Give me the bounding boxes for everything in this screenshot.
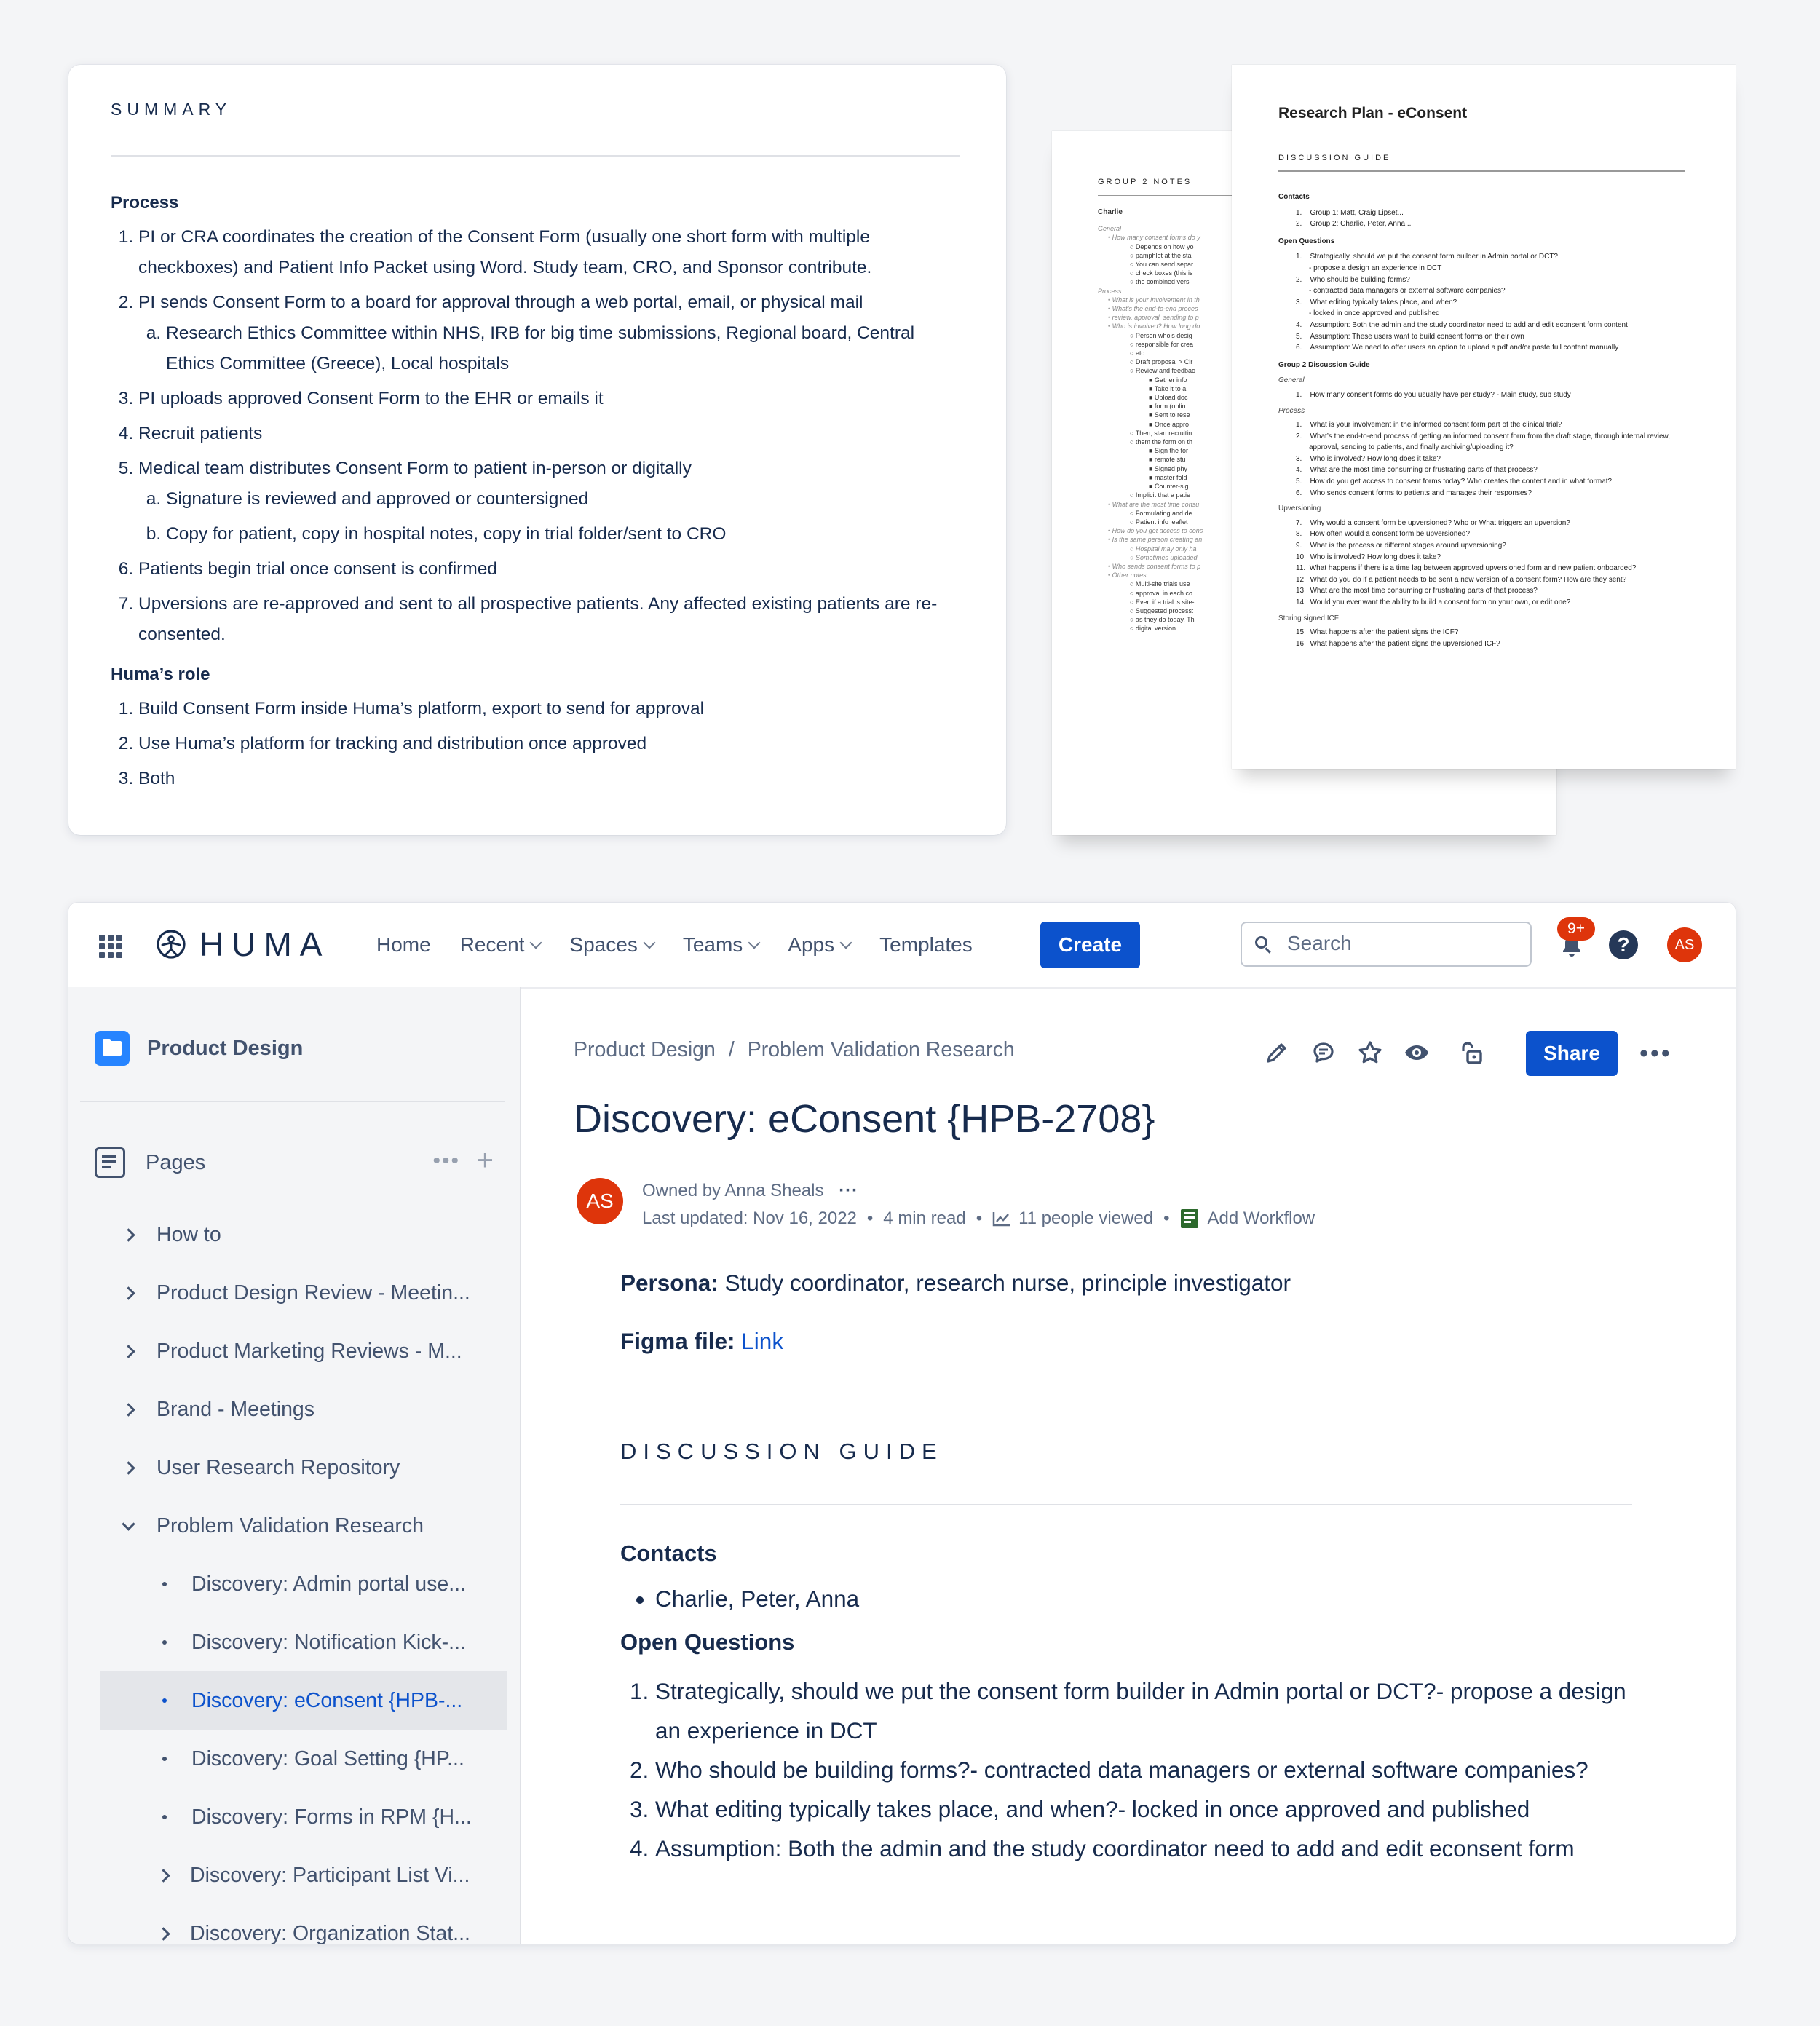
doc-title: Research Plan - eConsent [1278, 105, 1468, 122]
doc-heading: Open Questions [1278, 237, 1335, 245]
list-item: 5. Medical team distributes Consent Form to patient in-person or digitally a. Signature is reviewed and approved or countersigned b. Copy for patient, copy in hospital notes, copy in trial folder/sent to CRO [138, 454, 960, 550]
doc-line: 4. Assumption: Both the admin and the study coordinator need to add and edit econsent form content [1296, 320, 1628, 329]
note-line: ○ Depends on how yo [1130, 242, 1194, 250]
breadcrumb: Product Design / Problem Validation Research [574, 1038, 1015, 1061]
doc-line: 8. How often would a consent form be upversioned? [1296, 530, 1471, 539]
tree-item[interactable]: Problem Validation Research [68, 1497, 520, 1555]
chevron-down-icon [748, 937, 761, 949]
chevron-right-icon[interactable] [122, 1461, 135, 1474]
brand-name: HUMA [199, 925, 331, 963]
notification-badge[interactable]: 9+ [1557, 917, 1595, 941]
page-body [620, 1267, 1632, 1868]
note-line: • What’s the end-to-end proces [1108, 305, 1198, 313]
note-line: ○ You can send separ [1130, 261, 1194, 269]
edit-pencil-icon[interactable] [1262, 1038, 1291, 1067]
add-workflow-link[interactable]: Add Workflow [1207, 1208, 1315, 1228]
note-line: ○ them the form on th [1130, 438, 1192, 446]
role-heading: Huma’s role [111, 665, 210, 684]
confluence-window [68, 903, 1736, 1944]
huma-logo-icon [156, 929, 186, 959]
owner-name[interactable]: Owned by Anna Sheals [642, 1181, 824, 1200]
doc-body [1098, 208, 1233, 805]
tree-item[interactable]: Brand - Meetings [68, 1380, 520, 1439]
chevron-right-icon[interactable] [157, 1869, 170, 1882]
doc-line: 15. What happens after the patient signs the ICF? [1296, 628, 1459, 637]
note-line: • Is the same person creating an [1108, 536, 1203, 544]
star-icon[interactable] [1356, 1038, 1385, 1067]
list-item: 6. Patients begin trial once consent is confirmed [138, 554, 960, 585]
note-line: ■ Take it to a [1149, 384, 1187, 392]
note-line: ■ Once appro [1149, 420, 1189, 428]
page-metadata: Last updated: Nov 16, 2022 • 4 min read • 11 people viewed • Add Workflow [642, 1208, 1315, 1228]
list-item: 4. Recruit patients [138, 419, 960, 449]
app-switcher-icon[interactable] [99, 935, 122, 958]
note-line: • Other notes: [1108, 571, 1149, 579]
page-title: Discovery: eConsent {HPB-2708} [574, 1097, 1155, 1141]
notes-lines [1098, 224, 1233, 633]
summary-title: SUMMARY [111, 100, 232, 119]
note-line: ○ Hospital may only ha [1130, 545, 1197, 553]
note-line: • What is your involvement in th [1108, 296, 1200, 304]
note-line: ○ approval in each co [1130, 589, 1192, 597]
doc-line: 3. What editing typically takes place, and when? [1296, 298, 1457, 306]
bullet-icon [162, 1640, 167, 1645]
sidebar [68, 987, 521, 1944]
view-count[interactable]: 11 people viewed [1018, 1208, 1154, 1228]
note-line: ○ Formulating and de [1130, 509, 1192, 517]
nav-home[interactable]: Home [376, 933, 431, 956]
analytics-chart-icon [992, 1211, 1011, 1227]
note-line: ○ etc. [1130, 349, 1147, 357]
list-item: 1. Strategically, should we put the consent form builder in Admin portal or DCT?- propose a design an experience in DCT [655, 1671, 1632, 1750]
pages-icon [95, 1147, 125, 1178]
space-name: Product Design [147, 1036, 304, 1060]
note-line: ■ form (onlin [1149, 403, 1186, 411]
list-item: a. Research Ethics Committee within NHS, IRB for big time submissions, Regional board, Central Ethics Committee (Greece), Local hospitals [166, 318, 960, 379]
figma-link[interactable]: Link [741, 1328, 784, 1354]
tree-item[interactable]: Product Design Review - Meetin... [68, 1264, 520, 1322]
open-questions-heading: Open Questions [620, 1629, 795, 1655]
tree-item[interactable]: User Research Repository [68, 1439, 520, 1497]
note-line: ■ remote stu [1149, 456, 1186, 464]
tree-item[interactable]: Discovery: Forms in RPM {H... [68, 1788, 520, 1846]
divider [1278, 170, 1685, 172]
user-avatar[interactable]: AS [1667, 927, 1702, 962]
last-updated[interactable]: Last updated: Nov 16, 2022 [642, 1208, 857, 1228]
doc-line: 1. How many consent forms do you usually have per study? - Main study, sub study [1296, 390, 1571, 399]
primary-nav [376, 927, 1002, 962]
note-line: • How do you get access to cons [1108, 527, 1203, 535]
list-item: a. Signature is reviewed and approved or countersigned [166, 484, 960, 515]
doc-subheading: Storing signed ICF [1278, 614, 1339, 622]
page-tree [68, 1206, 520, 1944]
note-line: • What are the most time consu [1108, 500, 1200, 508]
nav-spaces[interactable]: Spaces [569, 927, 653, 962]
note-line: ○ pamphlet at the sta [1130, 251, 1192, 259]
doc-section-label: DISCUSSION GUIDE [1278, 154, 1391, 162]
note-line: ■ Counter-sig [1149, 483, 1189, 491]
figma-label: Figma file: [620, 1328, 735, 1354]
tree-item[interactable]: Discovery: Notification Kick-... [68, 1613, 520, 1671]
create-button[interactable]: Create [1040, 922, 1140, 968]
research-plan-document [1232, 65, 1736, 769]
breadcrumb-item[interactable]: Problem Validation Research [747, 1038, 1015, 1061]
note-line: ○ the combined versi [1130, 278, 1191, 286]
process-heading: Process [111, 193, 179, 213]
doc-line: 6. Assumption: We need to offer users an option to upload a pdf and/or paste full content manually [1296, 344, 1619, 352]
note-line: ○ Then, start recruitin [1130, 429, 1192, 437]
list-item: 4. Assumption: Both the admin and the study coordinator need to add and edit econsent form [655, 1829, 1632, 1868]
doc-line: 13. What are the most time consuming or frustrating parts of that process? [1296, 587, 1538, 595]
unlock-icon[interactable] [1456, 1038, 1485, 1067]
doc-line: 7. Why would a consent form be upversioned? Who or What triggers an upversion? [1296, 518, 1570, 527]
doc-line: 16. What happens after the patient signs the upversioned ICF? [1296, 639, 1500, 648]
doc-line: 11. What happens if there is a time lag between approved upversioned form and new patient onboarded? [1296, 564, 1637, 573]
doc-line: 3. Who is involved? How long does it take? [1296, 454, 1441, 463]
workflow-icon [1180, 1208, 1199, 1229]
sub-list [138, 318, 960, 379]
doc-line: 4. What are the most time consuming or frustrating parts of that process? [1296, 466, 1538, 475]
persona-line [620, 1267, 1632, 1299]
watch-eye-icon[interactable] [1402, 1038, 1431, 1067]
add-page-icon[interactable]: + [476, 1144, 494, 1176]
doc-line: 1. Group 1: Matt, Craig Lipset... [1296, 208, 1404, 217]
search-icon [1255, 936, 1267, 949]
sub-list [138, 484, 960, 550]
huma-logo[interactable] [156, 925, 330, 964]
participant-name: Charlie [1098, 208, 1123, 216]
chevron-down-icon[interactable] [122, 1517, 135, 1530]
note-line: ○ Review and feedbac [1130, 367, 1195, 375]
doc-line: 5. Assumption: These users want to build consent forms on their own [1296, 332, 1524, 341]
doc-line: 6. Who sends consent forms to patients and manages their responses? [1296, 488, 1532, 497]
list-item: b. Copy for patient, copy in hospital notes, copy in trial folder/sent to CRO [166, 519, 960, 550]
doc-line: - propose a design an experience in DCT [1309, 264, 1442, 272]
bullet-icon [162, 1757, 167, 1761]
chevron-right-icon[interactable] [122, 1345, 135, 1358]
divider [111, 155, 960, 157]
note-line: ■ Gather info [1149, 376, 1187, 384]
note-line: • review, approval, sending to p [1108, 314, 1199, 322]
note-line: ○ Patient info leaflet [1130, 518, 1188, 526]
doc-line: 2. Group 2: Charlie, Peter, Anna... [1296, 220, 1412, 229]
note-line: ○ Suggested process: [1130, 606, 1194, 614]
note-line: ○ Sometimes uploaded [1130, 553, 1198, 561]
doc-section-label: GROUP 2 NOTES [1098, 178, 1192, 186]
open-questions-list [620, 1671, 1632, 1868]
list-item: 1. PI or CRA coordinates the creation of the Consent Form (usually one short form with multiple checkboxes) and Patient Info Packet using Word. Study team, CRO, and Sponsor contribute. [138, 222, 960, 283]
note-line: • How many consent forms do y [1108, 234, 1200, 242]
nav-templates[interactable]: Templates [879, 933, 973, 956]
list-item: 7. Upversions are re-approved and sent to all prospective patients. Any affected existing patients are re-consented. [138, 589, 960, 650]
section-heading: DISCUSSION GUIDE [620, 1439, 943, 1464]
owner-more-icon[interactable]: ··· [839, 1181, 859, 1200]
doc-line: 2. What’s the end-to-end process of getting an informed consent form from the draft stage, through internal review, approval, sending to patients, and finally archiving/uploading it? [1296, 432, 1670, 452]
doc-line: - locked in once approved and published [1309, 309, 1440, 318]
top-navigation-bar [68, 903, 1736, 989]
page-content-area [521, 987, 1736, 1944]
breadcrumb-item[interactable]: Product Design [574, 1038, 716, 1061]
page-toolbar [1262, 1029, 1503, 1076]
pages-label: Pages [146, 1150, 206, 1174]
share-button[interactable]: Share [1526, 1031, 1618, 1076]
tree-item[interactable]: Discovery: Participant List Vi... [68, 1846, 520, 1904]
note-line: ○ Even if a trial is site- [1130, 598, 1195, 606]
more-actions-icon[interactable]: ••• [432, 1149, 460, 1173]
bullet-icon [162, 1815, 167, 1819]
note-line: ○ as they do today. Th [1130, 616, 1195, 624]
doc-line: 14. Would you ever want the ability to build a consent form on your own, or edit one? [1296, 598, 1571, 606]
doc-subheading: General [1278, 376, 1305, 385]
note-line: Process [1098, 287, 1122, 295]
pages-section-header[interactable] [95, 1144, 502, 1181]
doc-line: 1. What is your involvement in the informed consent form part of the clinical trial? [1296, 421, 1562, 430]
doc-line: 12. What do you do if a patient needs to be sent a new version of a consent form? How are they sent? [1296, 575, 1627, 584]
doc-line: 2. Who should be building forms? [1296, 275, 1410, 284]
tree-item[interactable]: Discovery: Goal Setting {HP... [68, 1730, 520, 1788]
note-line: ○ responsible for crea [1130, 340, 1193, 348]
summary-card [68, 65, 1006, 835]
figma-line [620, 1325, 1632, 1357]
doc-line: 1. Strategically, should we put the consent form builder in Admin portal or DCT? [1296, 253, 1558, 261]
chevron-down-icon [530, 937, 542, 949]
list-item: 2. Who should be building forms?- contracted data managers or external software companies? [655, 1750, 1632, 1789]
tree-item[interactable]: Discovery: Organization Stat... [68, 1904, 520, 1944]
note-line: ○ check boxes (this is [1130, 269, 1193, 277]
note-line: ○ Implicit that a patie [1130, 491, 1190, 499]
comment-icon[interactable] [1309, 1038, 1338, 1067]
chevron-right-icon[interactable] [122, 1228, 135, 1241]
divider [620, 1504, 1632, 1505]
more-actions-icon[interactable]: ••• [1639, 1040, 1672, 1067]
read-time: 4 min read [883, 1208, 966, 1228]
owner-line [642, 1181, 858, 1201]
search-input[interactable] [1241, 922, 1532, 967]
search-placeholder: Search [1287, 932, 1352, 954]
chevron-right-icon[interactable] [157, 1927, 170, 1940]
note-line: ■ Signed phy [1149, 464, 1187, 472]
doc-subheading: Upversioning [1278, 504, 1321, 513]
doc-line: 10. Who is involved? How long does it take? [1296, 553, 1441, 561]
doc-line: 9. What is the process or different stages around upversioning? [1296, 542, 1506, 550]
note-line: ■ Sign the for [1149, 447, 1188, 455]
chevron-down-icon [840, 937, 852, 949]
space-folder-icon [95, 1031, 130, 1066]
chevron-right-icon[interactable] [122, 1403, 135, 1416]
doc-subheading: Process [1278, 406, 1305, 415]
tree-item[interactable]: How to [68, 1206, 520, 1264]
note-line: ○ Person who’s desig [1130, 331, 1192, 339]
list-item: 3. What editing typically takes place, and when?- locked in once approved and published [655, 1789, 1632, 1829]
doc-heading: Contacts [1278, 193, 1310, 201]
tree-item[interactable]: Product Marketing Reviews - M... [68, 1322, 520, 1380]
list-item: 2. Use Huma’s platform for tracking and distribution once approved [138, 729, 960, 759]
doc-body [1278, 186, 1692, 649]
list-item: 3. Both [138, 764, 960, 794]
note-line: • Who sends consent forms to p [1108, 562, 1201, 570]
nav-recent[interactable]: Recent [460, 927, 541, 962]
note-line: ○ digital version [1130, 625, 1176, 633]
bullet-icon [162, 1698, 167, 1703]
note-line: • Who is involved? How long do [1108, 323, 1200, 331]
nav-apps[interactable]: Apps [788, 927, 850, 962]
chevron-right-icon[interactable] [122, 1286, 135, 1299]
list-item: 1. Build Consent Form inside Huma’s platform, export to send for approval [138, 694, 960, 724]
list-item: • Charlie, Peter, Anna [655, 1583, 1632, 1615]
tree-item[interactable]: Discovery: Admin portal use... [68, 1555, 520, 1613]
space-header[interactable] [95, 1031, 303, 1066]
persona-value: Study coordinator, research nurse, principle investigator [724, 1270, 1291, 1296]
bullet-icon [162, 1582, 167, 1586]
list-item: 2. PI sends Consent Form to a board for approval through a web portal, email, or physical mail a. Research Ethics Committee within NHS, IRB for big time submissions, Regional board, Central Ethics Committee (Greece), Local hospitals [138, 288, 960, 379]
note-line: ○ Multi-site trials use [1130, 580, 1190, 588]
owner-avatar[interactable]: AS [577, 1178, 623, 1224]
help-icon[interactable]: ? [1609, 930, 1638, 959]
nav-teams[interactable]: Teams [683, 927, 759, 962]
divider [80, 1101, 505, 1102]
note-line: ○ Draft proposal > Cir [1130, 358, 1193, 366]
note-line: General [1098, 225, 1122, 233]
role-list [111, 694, 960, 794]
tree-item-selected[interactable]: Discovery: eConsent {HPB-... [100, 1671, 507, 1730]
summary-body [111, 190, 960, 806]
doc-line: - contracted data managers or external software companies? [1309, 287, 1506, 296]
contacts-heading: Contacts [620, 1540, 717, 1566]
note-line: ■ Sent to rese [1149, 411, 1190, 419]
persona-label: Persona: [620, 1270, 719, 1296]
process-list [111, 222, 960, 650]
doc-line: 5. How do you get access to consent forms today? Who creates the content and in what format? [1296, 478, 1613, 486]
chevron-down-icon [643, 937, 655, 949]
note-line: ■ Upload doc [1149, 394, 1188, 402]
contacts-list [620, 1583, 1632, 1615]
list-item: 3. PI uploads approved Consent Form to the EHR or emails it [138, 384, 960, 414]
note-line: ■ master fold [1149, 473, 1187, 481]
doc-heading: Group 2 Discussion Guide [1278, 360, 1370, 369]
